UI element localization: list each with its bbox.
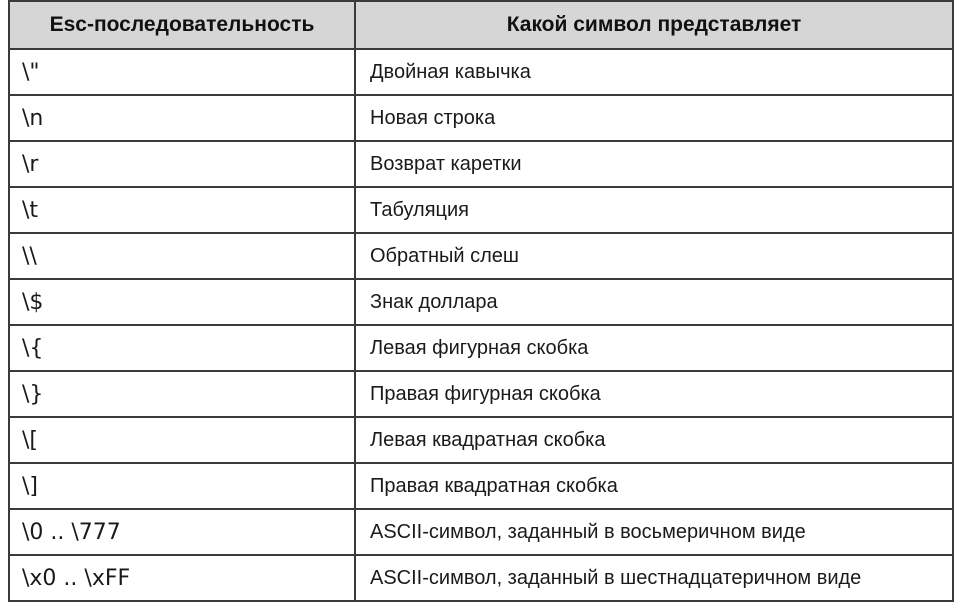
description-cell: Знак доллара [355,279,953,325]
escape-sequence-cell: \r [9,141,355,187]
description-cell: Правая фигурная скобка [355,371,953,417]
table-row [9,371,953,417]
escape-sequence-cell: \n [9,95,355,141]
table-row [9,187,953,233]
description-cell: Двойная кавычка [355,49,953,95]
table-row [9,417,953,463]
header-row [9,1,953,49]
description-cell: ASCII-символ, заданный в восьмеричном виде [355,509,953,555]
table-row [9,279,953,325]
table-row [9,95,953,141]
table-row [9,233,953,279]
description-cell: Левая фигурная скобка [355,325,953,371]
table-row [9,509,953,555]
description-cell: Обратный слеш [355,233,953,279]
description-cell: Левая квадратная скобка [355,417,953,463]
table-body [9,49,953,601]
escape-sequence-cell: \} [9,371,355,417]
description-cell: ASCII-символ, заданный в шестнадцатеричном виде [355,555,953,601]
escape-sequence-cell: \[ [9,417,355,463]
header-represented-symbol: Какой символ представляет [355,1,953,49]
table-row [9,325,953,371]
escape-sequence-cell: \{ [9,325,355,371]
escape-sequence-cell: \\ [9,233,355,279]
table-row [9,555,953,601]
escape-sequence-cell: \$ [9,279,355,325]
escape-sequence-table [8,0,954,602]
table-row [9,49,953,95]
escape-sequence-cell: \0 .. \777 [9,509,355,555]
escape-sequence-cell: \] [9,463,355,509]
description-cell: Правая квадратная скобка [355,463,953,509]
description-cell: Табуляция [355,187,953,233]
table-header [9,1,953,49]
escape-sequence-cell: \x0 .. \xFF [9,555,355,601]
escape-sequence-cell: \t [9,187,355,233]
description-cell: Новая строка [355,95,953,141]
table-row [9,463,953,509]
table-row [9,141,953,187]
escape-sequence-cell: \" [9,49,355,95]
header-escape-sequence: Esc-последовательность [9,1,355,49]
description-cell: Возврат каретки [355,141,953,187]
